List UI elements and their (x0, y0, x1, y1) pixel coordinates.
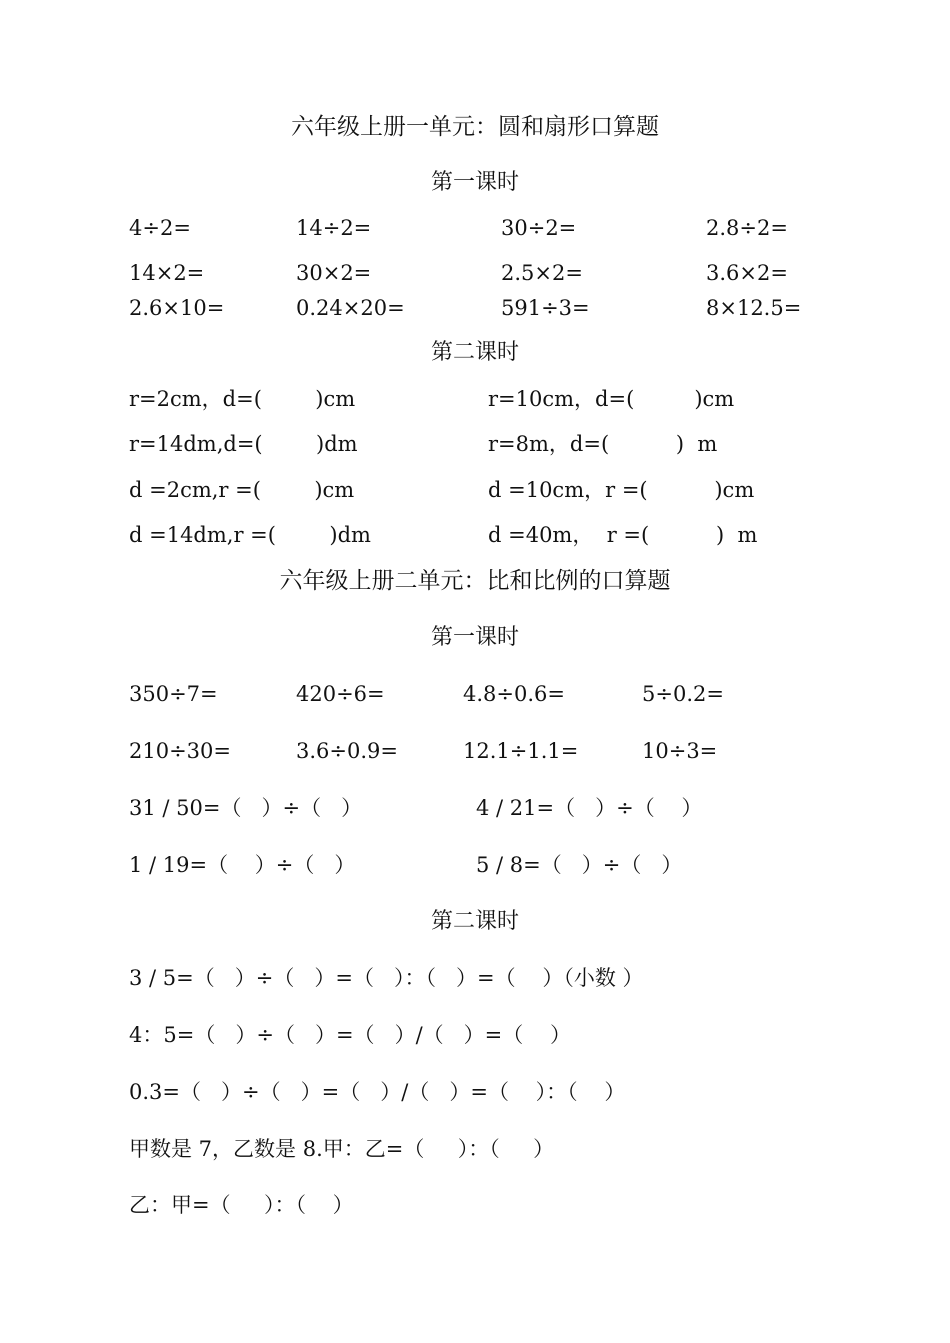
problem: 14÷2= (296, 216, 372, 240)
unit2-lesson1-heading: 第一课时 (430, 625, 519, 650)
problem: 3.6÷0.9= (296, 739, 398, 763)
problem: 8×12.5= (706, 296, 802, 320)
problem: 30×2= (296, 261, 372, 285)
problem: 10÷3= (642, 739, 718, 763)
unit1-lesson1-heading: 第一课时 (430, 170, 519, 195)
problem: r=8m，d=( ) m (488, 432, 718, 456)
unit2-title: 六年级上册二单元：比和比例的口算题 (279, 568, 671, 594)
problem: 0.3=（ ）÷（ ）=（ ）/（ ）=（ ）：（ ） (129, 1080, 626, 1104)
problem: 4.8÷0.6= (463, 682, 565, 706)
problem: 2.6×10= (129, 296, 225, 320)
problem: 4：5=（ ）÷（ ）=（ ）/（ ）=（ ） (129, 1023, 571, 1047)
problem: 乙：甲=（ ）：（ ） (129, 1193, 354, 1217)
problem: 30÷2= (501, 216, 577, 240)
problem: r=14dm,d=( )dm (129, 432, 358, 456)
problem: 3.6×2= (706, 261, 788, 285)
problem: 5÷0.2= (642, 682, 724, 706)
problem: d =2cm,r =( )cm (129, 478, 355, 502)
problem: 甲数是 7，乙数是 8.甲：乙=（ ）：（ ） (129, 1137, 555, 1161)
problem: 12.1÷1.1= (463, 739, 579, 763)
unit1-lesson2-heading: 第二课时 (430, 340, 519, 365)
problem: 31 / 50=（ ）÷（ ） (129, 796, 363, 820)
problem: 2.8÷2= (706, 216, 788, 240)
problem: 2.5×2= (501, 261, 583, 285)
problem: d =14dm,r =( )dm (129, 523, 371, 547)
unit2-lesson2-heading: 第二课时 (430, 909, 519, 934)
unit1-title: 六年级上册一单元：圆和扇形口算题 (291, 114, 659, 140)
problem: 3 / 5=（ ）÷（ ）=（ ）：（ ）=（ ）（小数 ） (129, 966, 644, 990)
problem: r=10cm，d=( )cm (488, 387, 735, 411)
problem: 420÷6= (296, 682, 385, 706)
problem: 4÷2= (129, 216, 191, 240)
problem: 5 / 8=（ ）÷（ ） (476, 853, 683, 877)
problem: d =40m， r =( ) m (488, 523, 758, 547)
problem: 591÷3= (501, 296, 590, 320)
problem: 210÷30= (129, 739, 231, 763)
problem: d =10cm，r =( )cm (488, 478, 755, 502)
problem: 4 / 21=（ ）÷（ ） (476, 796, 703, 820)
problem: r=2cm，d=( )cm (129, 387, 356, 411)
problem: 14×2= (129, 261, 205, 285)
problem: 350÷7= (129, 682, 218, 706)
problem: 0.24×20= (296, 296, 405, 320)
problem: 1 / 19=（ ）÷（ ） (129, 853, 356, 877)
